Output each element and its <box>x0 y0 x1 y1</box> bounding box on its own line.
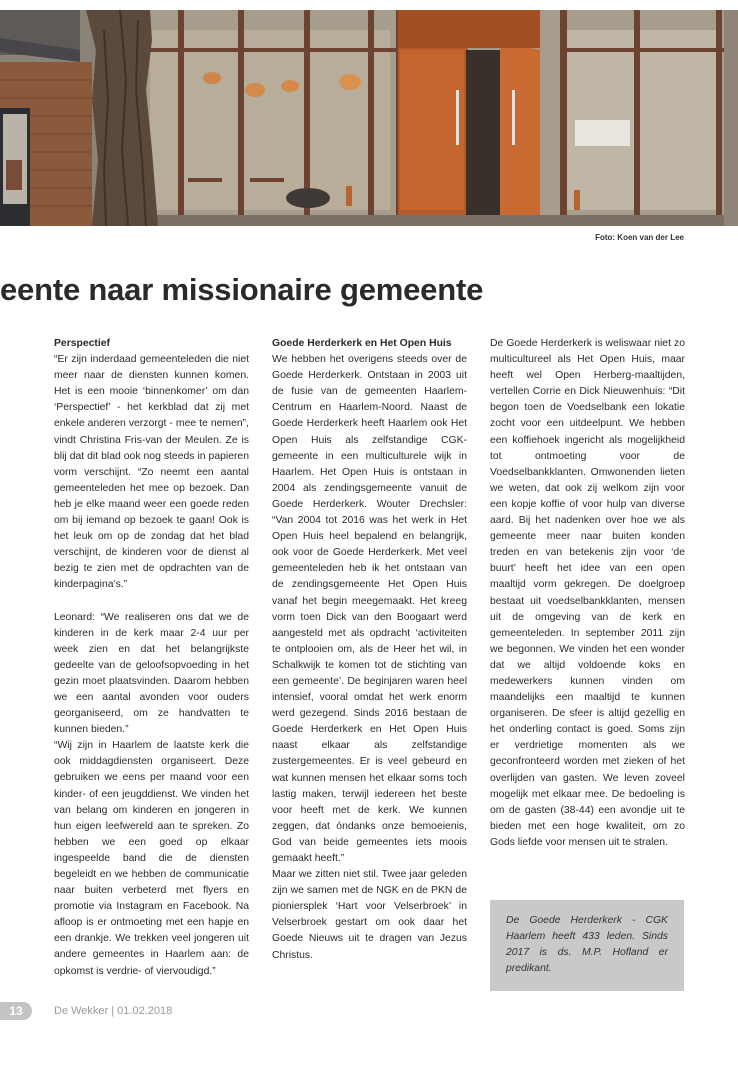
article-column-3 <box>490 336 685 851</box>
page-number: 13 <box>0 1002 32 1020</box>
section-heading-perspectief: Perspectief <box>54 338 111 349</box>
article-column-2 <box>272 336 467 964</box>
header-photo <box>0 10 738 226</box>
info-box-text: De Goede Herderkerk - CGK Haarlem heeft 433 leden. Sinds 2017 is ds. M.P. Hofland er predikant. <box>506 915 668 974</box>
headline: eente naar missionaire gemeente <box>0 272 484 307</box>
paragraph: Leonard: “We realiseren ons dat we de kinderen in de kerk maar 2-4 uur per week zien en dat het belangrijkste gedeelte van de geloofsopvoeding in het gezin moet plaatsvinden. Daarom hebben we een aantal avonden voor ouders georganiseerd, om ze handvatten te kunnen bieden.” <box>54 611 249 736</box>
paragraph: De Goede Herderkerk is weliswaar niet zo multicultureel als Het Open Huis, maar heeft wel Open Herberg-maaltijden, vertellen Corrie en Dick Nieuwenhuis: “Dit begon toen de Voedselbank een lokatie zocht voor een uitdeelpunt. We hebben een koffiehoek ingericht als mogelijkheid tot ontmoeting voor de Voedselbankklanten. Omwonenden lieten we weten, dat ook zij welkom zijn voor een kopje koffie of voor hulp van diverse aard. Bij het nadenken over hoe we als gemeente meer naar buiten konden treden en van betekenis zijn voor ‘de buurt’ heeft het idee van een open maaltijd vorm gekregen. De doelgroep bestaat uit voedselbankklanten, mensen uit de omgeving van de kerk en gemeenteleden. In september 2011 zijn we begonnen. We vinden het een wonder dat we altijd voldoende koks en medewerkers kunnen vinden om maandelijks een maaltijd te kunnen organiseren. De sfeer is altijd gezellig en het onderling contact is goed. Soms zijn er verdrietige momenten als we geconfronteerd worden met zieken of het overlijden van gasten. We leven zoveel mogelijk met elkaar mee. De bedoeling is om de gasten (38-44) een avondje uit te bieden met een hoge kwaliteit, om zo Gods liefde voor mensen uit te stralen. <box>490 338 685 848</box>
publication-line: De Wekker | 01.02.2018 <box>54 1005 173 1017</box>
paragraph: We hebben het overigens steeds over de Goede Herderkerk. Ontstaan in 2003 uit de fusie van de gemeenten Haarlem-Centrum en Haarlem-Noord. Naast de Goede Herderkerk heeft Haarlem ook Het Open Huis als zelfstandige CGK-gemeente in een multiculturele wijk in Haarlem. Het Open Huis is ontstaan in 2004 als zendingsgemeente vanuit de Goede Herderkerk. Wouter Drechsler: “Van 2004 tot 2016 was het werk in Het Open Huis heel bepalend en belangrijk, ook voor de Goede Herderkerk. Met veel gemeenteleden heb ik het ontstaan van de zendingsgemeente Het Open Huis vanaf het begin meegemaakt. Het kreeg vorm toen Dick van den Boogaart werd aangesteld met als opdracht ‘activiteiten te ontplooien om, als de Heer het wil, in Schalkwijk te komen tot de stichting van een gemeente’. De beginjaren waren heel intensief, vooral omdat het werk enorm werd gezegend. Sinds 2016 bestaan de Goede Herderkerk en Het Open Huis naast elkaar als zelfstandige zustergemeentes. Er is veel gebeurd en wat kunnen mensen het elkaar soms toch lastig maken, terwijl iedereen het beste voor heeft met de kerk. We kunnen zeggen, dat óndanks onze bemoeienis, God van beide gemeentes iets moois gemaakt heeft.” <box>272 354 467 864</box>
paragraph: “Wij zijn in Haarlem de laatste kerk die ook middagdiensten organiseert. Deze gebruiken we eens per maand voor een kinder- of een jeugddienst. We vinden het van belang om kinderen en jongeren in hun eigen leefwereld aan te spreken. Zo hebben we een goed op elkaar ingespeelde band die de diensten begeleidt en we hebben de communicatie naar buiten verbeterd met flyers en promotie via Instagram en Facebook. Na afloop is er ontmoeting met een hapje en een drankje. We trekken veel jongeren uit andere gemeentes in Haarlem aan: de opkomst is verdrie- of viervoudigd.” <box>54 740 249 977</box>
section-heading-goede-herderkerk: Goede Herderkerk en Het Open Huis <box>272 338 452 349</box>
info-box <box>490 900 684 991</box>
photo-credit: Foto: Koen van der Lee <box>595 233 684 242</box>
paragraph: “Er zijn inderdaad gemeenteleden die niet meer naar de diensten kunnen komen. Het is een mooie ‘binnenkomer’ om dan ‘Perspectief’ - het kerkblad dat zij met enkele anderen verzorgt - mee te nemen”, vindt Christina Fris-van der Meulen. Ze is blij dat dit blad ook nog steeds in papieren vorm verschijnt. “Zo neemt een aantal gemeenteleden het mee op bezoek. Dan heb je elke maand weer een goede reden om bij iemand op bezoek te gaan! Ook is het leuk om op de zondag dat het blad verschijnt, de kinderen voor de dienst al bezig te zien met de opdrachten van de kinderpagina’s.” <box>54 354 249 591</box>
page-footer <box>0 1002 400 1020</box>
church-facade-illustration <box>0 10 738 226</box>
article-column-1 <box>54 336 249 980</box>
paragraph: Maar we zitten niet stil. Twee jaar geleden zijn we samen met de NGK en de PKN de pioniersplek ‘Hart voor Velserbroek’ in Velserbroek gestart om ook daar het Goede Nieuws uit te dragen van Jezus Christus. <box>272 869 467 961</box>
